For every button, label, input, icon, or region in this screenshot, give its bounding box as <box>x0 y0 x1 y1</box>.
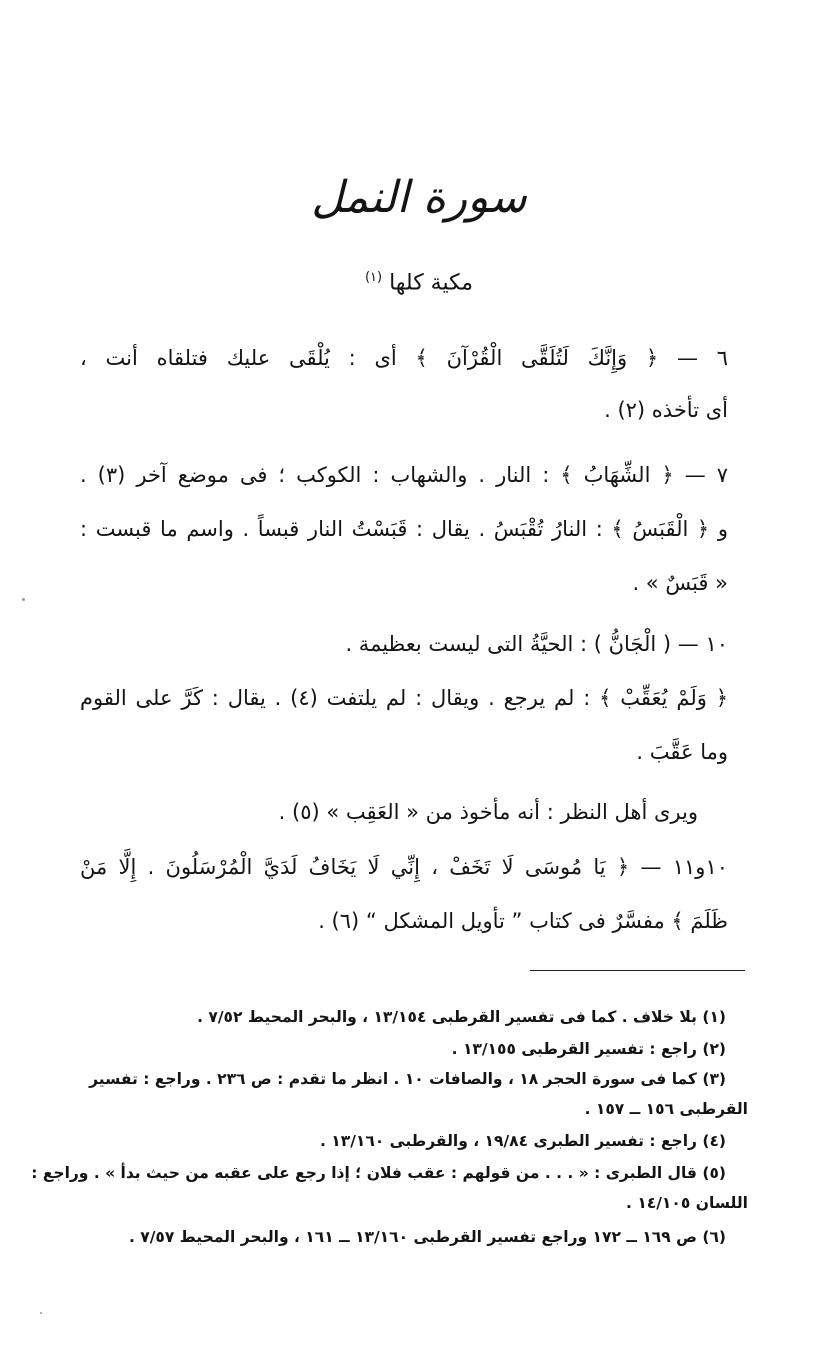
body-line: ١٠و١١ — ﴿ يَا مُوسَى لَا تَخَفْ ، إِنِّي لَا يَخَافُ لَدَيَّ الْمُرْسَلُونَ . إِلَّا مَنْ <box>80 855 728 879</box>
body-line: وما عَقَّبَ . <box>636 740 728 764</box>
footnote: (٤) راجع : تفسير الطبرى ١٩/٨٤ ، والقرطبى ١٣/١٦٠ . <box>320 1132 726 1150</box>
body-line: « قَبَسٌ » . <box>632 571 728 595</box>
body-line: ﴿ وَلَمْ يُعَقِّبْ ﴾ : لم يرجع . ويقال : لم يلتفت (٤) . يقال : كَرَّ على القوم <box>80 686 728 710</box>
surah-title: سورة النمل <box>311 172 527 223</box>
body-line: ٧ — ﴿ الشِّهَابُ ﴾ : النار . والشهاب : الكوكب ؛ فى موضع آخر (٣) . <box>80 463 728 487</box>
footnote: (١) بلا خلاف . كما فى تفسير القرطبى ١٣/١٥٤ ، والبحر المحيط ٧/٥٢ . <box>197 1008 726 1026</box>
surah-subtitle <box>0 270 838 295</box>
footnote-divider <box>530 970 745 971</box>
footnote: (٢) راجع : تفسير القرطبى ١٣/١٥٥ . <box>451 1040 726 1058</box>
footnote: القرطبى ١٥٦ ــ ١٥٧ . <box>584 1100 748 1118</box>
footnote: (٦) ص ١٦٩ ــ ١٧٢ وراجع تفسير القرطبى ١٣/١٦٠ ــ ١٦١ ، والبحر المحيط ٧/٥٧ . <box>128 1228 726 1246</box>
body-line: ٦ — ﴿ وَإِنَّكَ لَتُلَقَّى الْقُرْآنَ ﴾ أى : يُلْقَى عليك فتلقاه أنت ، <box>80 346 728 370</box>
body-line: ويرى أهل النظر : أنه مأخوذ من « العَقِب » (٥) . <box>278 800 698 824</box>
subtitle-note-marker: (١) <box>364 270 383 285</box>
scan-speck <box>22 598 25 601</box>
body-line: أى تأخذه (٢) . <box>604 398 728 422</box>
body-line: و ﴿ الْقَبَسُ ﴾ : النارُ تُقْبَسُ . يقال : قَبَسْتُ النار قبساً . واسم ما قبست : <box>80 517 728 541</box>
footnote: (٥) قال الطبرى : « . . . من قولهم : عقب فلان ؛ إذا رجع على عقبه من حيث بدأ » . وراجع : <box>31 1164 726 1182</box>
footnote: (٣) كما فى سورة الحجر ١٨ ، والصافات ١٠ . انظر ما تقدم : ص ٢٣٦ . وراجع : تفسير <box>89 1070 726 1088</box>
body-line: ظَلَمَ ﴾ مفسَّرٌ فى كتاب ” تأويل المشكل “ (٦) . <box>318 909 728 933</box>
scan-speck <box>40 1312 42 1314</box>
body-line: ١٠ — ( الْجَانُّ ) : الحيَّةُ التى ليست بعظيمة . <box>345 632 728 656</box>
subtitle-text: مكية كلها <box>389 270 474 296</box>
footnote: اللسان ١٤/١٠٥ . <box>626 1194 748 1212</box>
